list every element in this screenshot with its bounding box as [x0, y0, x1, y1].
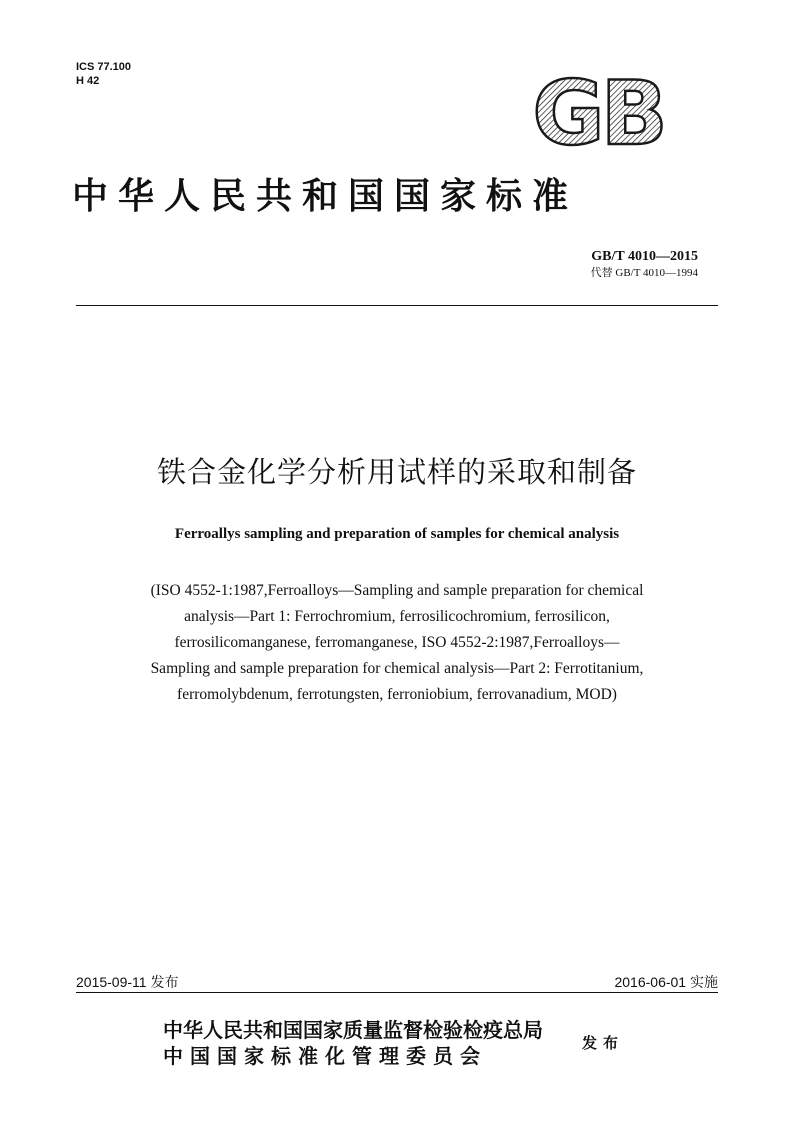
english-title: Ferroallys sampling and preparation of samples for chemical analysis	[174, 526, 620, 542]
adoption-line: ferromolybdenum, ferrotungsten, ferroniobium, ferrovanadium, MOD)	[177, 686, 617, 703]
gb-logo	[518, 70, 678, 150]
issue-date: 2015-09-11 发布	[76, 974, 179, 990]
publish-label: 发布	[582, 1034, 625, 1052]
chinese-title: 铁合金化学分析用试样的采取和制备	[156, 455, 637, 489]
ccs-code: H 42	[76, 75, 100, 87]
adoption-line: (ISO 4552-1:1987,Ferroalloys—Sampling and sample preparation for chemical	[150, 582, 644, 599]
ics-code: ICS 77.100	[76, 61, 132, 73]
dates-row	[76, 972, 718, 992]
adoption-line: Sampling and sample preparation for chemical analysis—Part 2: Ferrotitanium,	[150, 660, 644, 677]
adoption-line: analysis—Part 1: Ferrochromium, ferrosilicochromium, ferrosilicon,	[184, 608, 610, 625]
header-divider	[76, 305, 718, 306]
issuer-sac: 中国国家标准化管理委员会	[163, 1044, 487, 1068]
issuer-aqsiq: 中华人民共和国国家质量监督检验检疫总局	[163, 1018, 543, 1042]
gb-logo-letters: GB	[532, 70, 664, 150]
standard-number: GB/T 4010—2015	[591, 249, 698, 264]
national-standard-heading: 中华人民共和国国家标准	[72, 175, 579, 217]
replaced-standard: 代替 GB/T 4010—1994	[590, 267, 698, 279]
adoption-statement	[76, 578, 718, 708]
footer-divider	[76, 992, 718, 993]
issuing-authorities	[163, 1017, 543, 1069]
classification-codes	[76, 60, 131, 88]
standard-code-block	[591, 248, 698, 280]
adoption-line: ferrosilicomanganese, ferromanganese, ISO 4552-2:1987,Ferroalloys—	[174, 634, 620, 651]
implementation-date: 2016-06-01 实施	[614, 974, 718, 990]
